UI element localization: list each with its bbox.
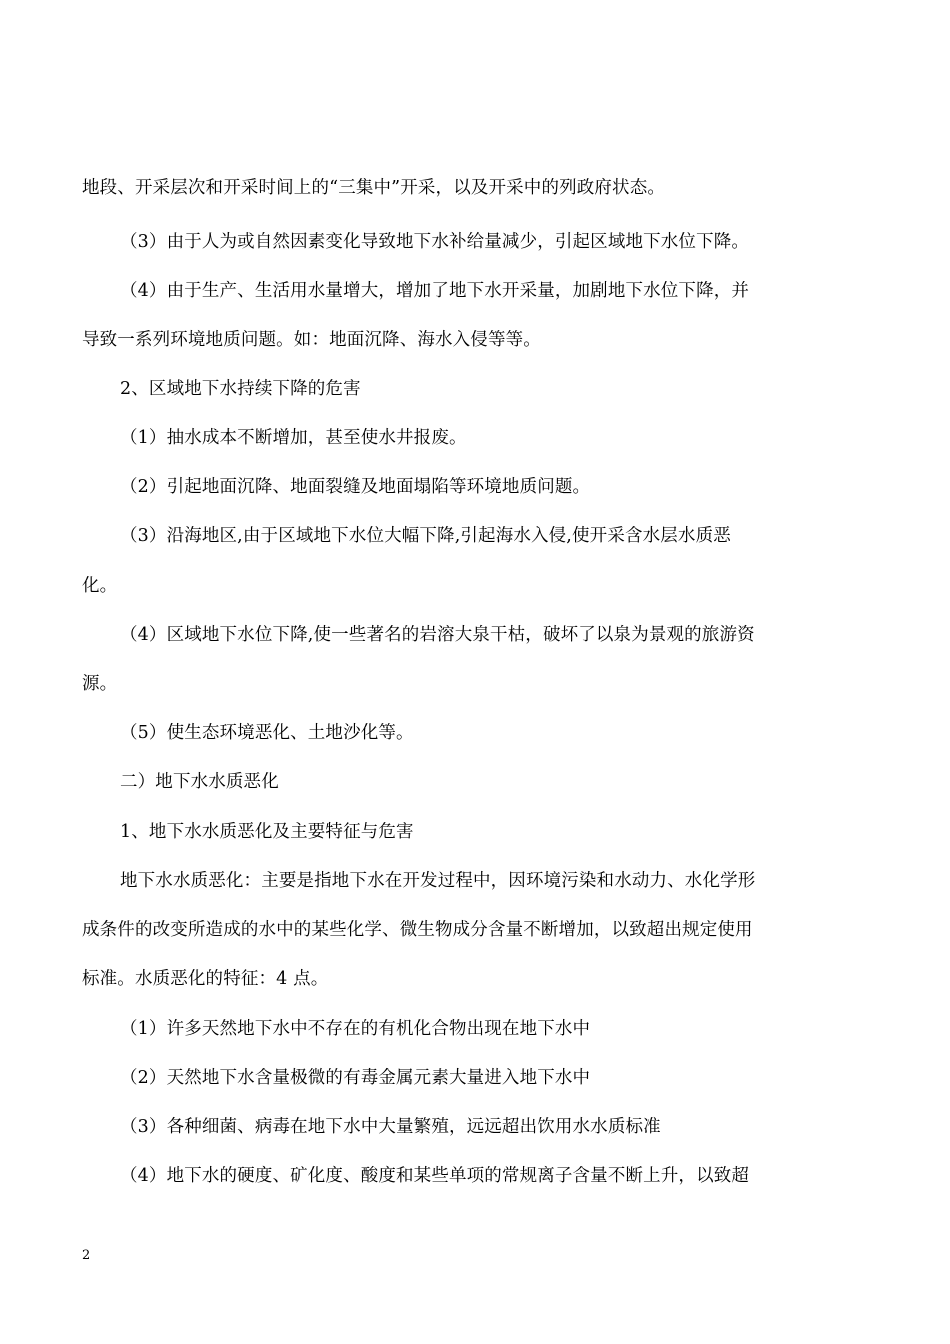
text-line: 地段、开采层次和开采时间上的“三集中”开采，以及开采中的列政府状态。 xyxy=(82,178,665,198)
text-line: （2）天然地下水含量极微的有毒金属元素大量进入地下水中 xyxy=(120,1068,591,1088)
text-line: （2）引起地面沉降、地面裂缝及地面塌陷等环境地质问题。 xyxy=(120,477,591,497)
text-line: 化。 xyxy=(82,576,118,596)
text-line: 标准。水质恶化的特征：4 点。 xyxy=(82,969,329,989)
text-line: （3）由于人为或自然因素变化导致地下水补给量减少，引起区域地下水位下降。 xyxy=(120,232,750,252)
text-line: （4）区域地下水位下降,使一些著名的岩溶大泉干枯，破坏了以泉为景观的旅游资 xyxy=(120,625,755,645)
text-line: 地下水水质恶化：主要是指地下水在开发过程中，因环境污染和水动力、水化学形 xyxy=(120,871,756,891)
section-heading: 二）地下水水质恶化 xyxy=(120,772,279,792)
text-line: （3）沿海地区,由于区域地下水位大幅下降,引起海水入侵,使开采含水层水质恶 xyxy=(120,526,731,546)
text-line: （1）许多天然地下水中不存在的有机化合物出现在地下水中 xyxy=(120,1019,591,1039)
text-line: 源。 xyxy=(82,674,118,694)
text-line: （4）地下水的硬度、矿化度、酸度和某些单项的常规离子含量不断上升，以致超 xyxy=(120,1166,750,1186)
text-line: 成条件的改变所造成的水中的某些化学、微生物成分含量不断增加，以致超出规定使用 xyxy=(82,920,753,940)
section-heading: 2、区域地下水持续下降的危害 xyxy=(120,379,361,399)
text-line: （5）使生态环境恶化、土地沙化等。 xyxy=(120,723,414,743)
text-line: （1）抽水成本不断增加，甚至使水井报废。 xyxy=(120,428,467,448)
text-line: （3）各种细菌、病毒在地下水中大量繁殖，远远超出饮用水水质标准 xyxy=(120,1117,661,1137)
text-line: 导致一系列环境地质问题。如：地面沉降、海水入侵等等。 xyxy=(82,330,541,350)
text-line: （4）由于生产、生活用水量增大，增加了地下水开采量，加剧地下水位下降，并 xyxy=(120,281,750,301)
section-heading: 1、地下水水质恶化及主要特征与危害 xyxy=(120,822,414,842)
page-number: 2 xyxy=(82,1248,91,1263)
